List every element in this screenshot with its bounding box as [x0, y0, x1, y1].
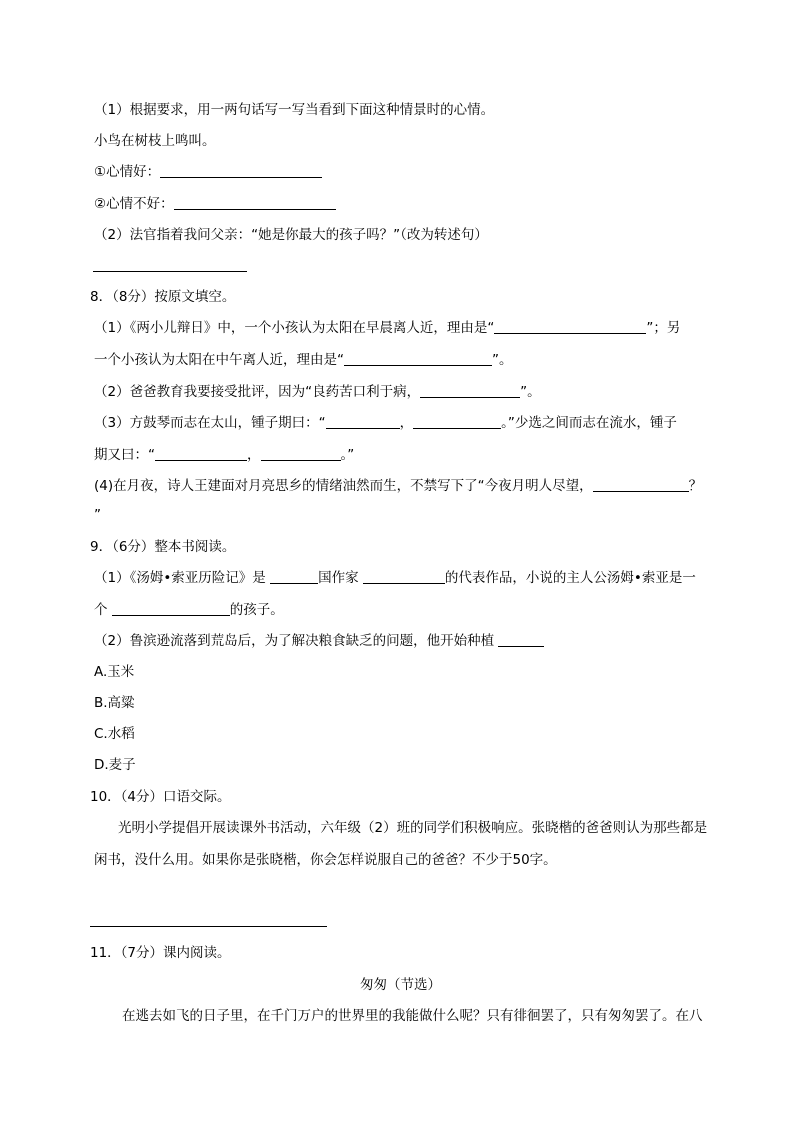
- q8-s2b: ”。: [520, 384, 541, 400]
- q10-answer-line[interactable]: [90, 926, 327, 927]
- q9-s1e: 的孩子。: [229, 602, 284, 618]
- q8-s1-blank1[interactable]: [494, 319, 646, 334]
- q7-good-row: [94, 162, 322, 182]
- q8-s1b: ”；另: [646, 320, 681, 336]
- q8-s4a: (4)在月夜，诗人王建面对月亮思乡的情绪油然而生，不禁写下了“今夜月明人尽望，: [94, 478, 593, 494]
- q9-s1c: 的代表作品，小说的主人公汤姆•索亚是一: [444, 570, 696, 586]
- q8-s1-blank2[interactable]: [344, 351, 492, 366]
- q9-option-b[interactable]: B.高粱: [94, 695, 135, 711]
- q9-s1b: 国作家: [318, 570, 359, 586]
- q8-s3a: （3）方鼓琴而志在太山，锺子期曰：“: [94, 415, 326, 431]
- q9-s1d: 个: [94, 602, 108, 618]
- q7-bad-row: [94, 194, 336, 214]
- q8-s2-row: [94, 382, 541, 402]
- q9-author-blank[interactable]: [363, 569, 445, 584]
- q9-s1-row1: [94, 568, 696, 588]
- q8-s2a: （2）爸爸教育我要接受批评，因为“良药苦口利于病，: [94, 384, 421, 400]
- q9-option-c[interactable]: C.水稻: [94, 726, 135, 742]
- q11-passage-title: 匆匆（节选）: [360, 977, 441, 993]
- q8-s3e: ，: [247, 447, 261, 463]
- q7-bad-label: ②心情不好：: [94, 196, 174, 212]
- q7-sub1: （1）根据要求，用一两句话写一写当看到下面这种情景时的心情。: [94, 102, 495, 118]
- q9-option-a[interactable]: A.玉米: [94, 664, 135, 680]
- q8-s4-row2: ”: [94, 507, 101, 523]
- q8-s1a: （1）《两小儿辩日》中，一个小孩认为太阳在早晨离人近，理由是“: [94, 320, 495, 336]
- q9-crop-blank[interactable]: [498, 632, 544, 647]
- q9-trait-blank[interactable]: [112, 601, 230, 616]
- q7-good-blank[interactable]: [160, 163, 322, 178]
- q9-s2: （2）鲁滨逊流落到荒岛后，为了解决粮食缺乏的问题，他开始种植: [94, 633, 495, 649]
- q8-s3-blank2[interactable]: [413, 414, 501, 429]
- q8-s3b: ，: [399, 415, 414, 431]
- q8-s3f: 。”: [340, 447, 355, 463]
- q8-s1-row2: [94, 350, 513, 370]
- q8-s4-row1: [94, 476, 702, 496]
- q8-s3c: 。”少选之间而志在流水，锺子: [501, 415, 677, 431]
- q9-s1a: （1）《汤姆•索亚历险记》是: [94, 570, 266, 586]
- q8-s1d: ”。: [492, 352, 513, 368]
- q8-s3-blank4[interactable]: [261, 446, 341, 461]
- q8-s3-row2: [94, 445, 354, 465]
- q9-s1-row2: [94, 600, 284, 620]
- q8-s4b: ？: [688, 478, 703, 494]
- q8-s1-row1: [94, 318, 680, 338]
- q9-s2-row: [94, 631, 544, 651]
- q9-country-blank[interactable]: [270, 569, 318, 584]
- q7-scene: 小鸟在树枝上鸣叫。: [94, 133, 216, 149]
- q8-s3d: 期又曰：“: [94, 447, 155, 463]
- q10-title: 10．（4分）口语交际。: [90, 789, 231, 805]
- q7-bad-blank[interactable]: [174, 195, 336, 210]
- q7-sub2: （2）法官指着我问父亲：“她是你最大的孩子吗？”（改为转述句）: [94, 227, 488, 243]
- q9-title: 9．（6分）整本书阅读。: [90, 539, 236, 555]
- q10-para1: 光明小学提倡开展读课外书活动，六年级（2）班的同学们积极响应。张晓楷的爸爸则认为那些都是: [118, 820, 708, 836]
- q8-s4-blank[interactable]: [593, 477, 689, 492]
- q8-s3-blank1[interactable]: [326, 414, 400, 429]
- q8-s2-blank[interactable]: [420, 383, 520, 398]
- q7-good-label: ①心情好：: [94, 164, 161, 180]
- q11-title: 11．（7分）课内阅读。: [90, 945, 231, 961]
- q11-para1: 在逃去如飞的日子里，在千门万户的世界里的我能做什么呢？只有徘徊罢了，只有匆匆罢了。在八: [122, 1008, 703, 1024]
- q8-s3-blank3[interactable]: [155, 446, 247, 461]
- q9-option-d[interactable]: D.麦子: [94, 757, 136, 773]
- q8-s3-row1: [94, 413, 677, 433]
- q8-s1c: 一个小孩认为太阳在中午离人近，理由是“: [94, 352, 344, 368]
- q10-para2: 闲书，没什么用。如果你是张晓楷，你会怎样说服自己的爸爸？不少于50字。: [94, 852, 557, 868]
- q7-answer-line[interactable]: [93, 271, 247, 272]
- q8-title: 8．（8分）按原文填空。: [90, 289, 236, 305]
